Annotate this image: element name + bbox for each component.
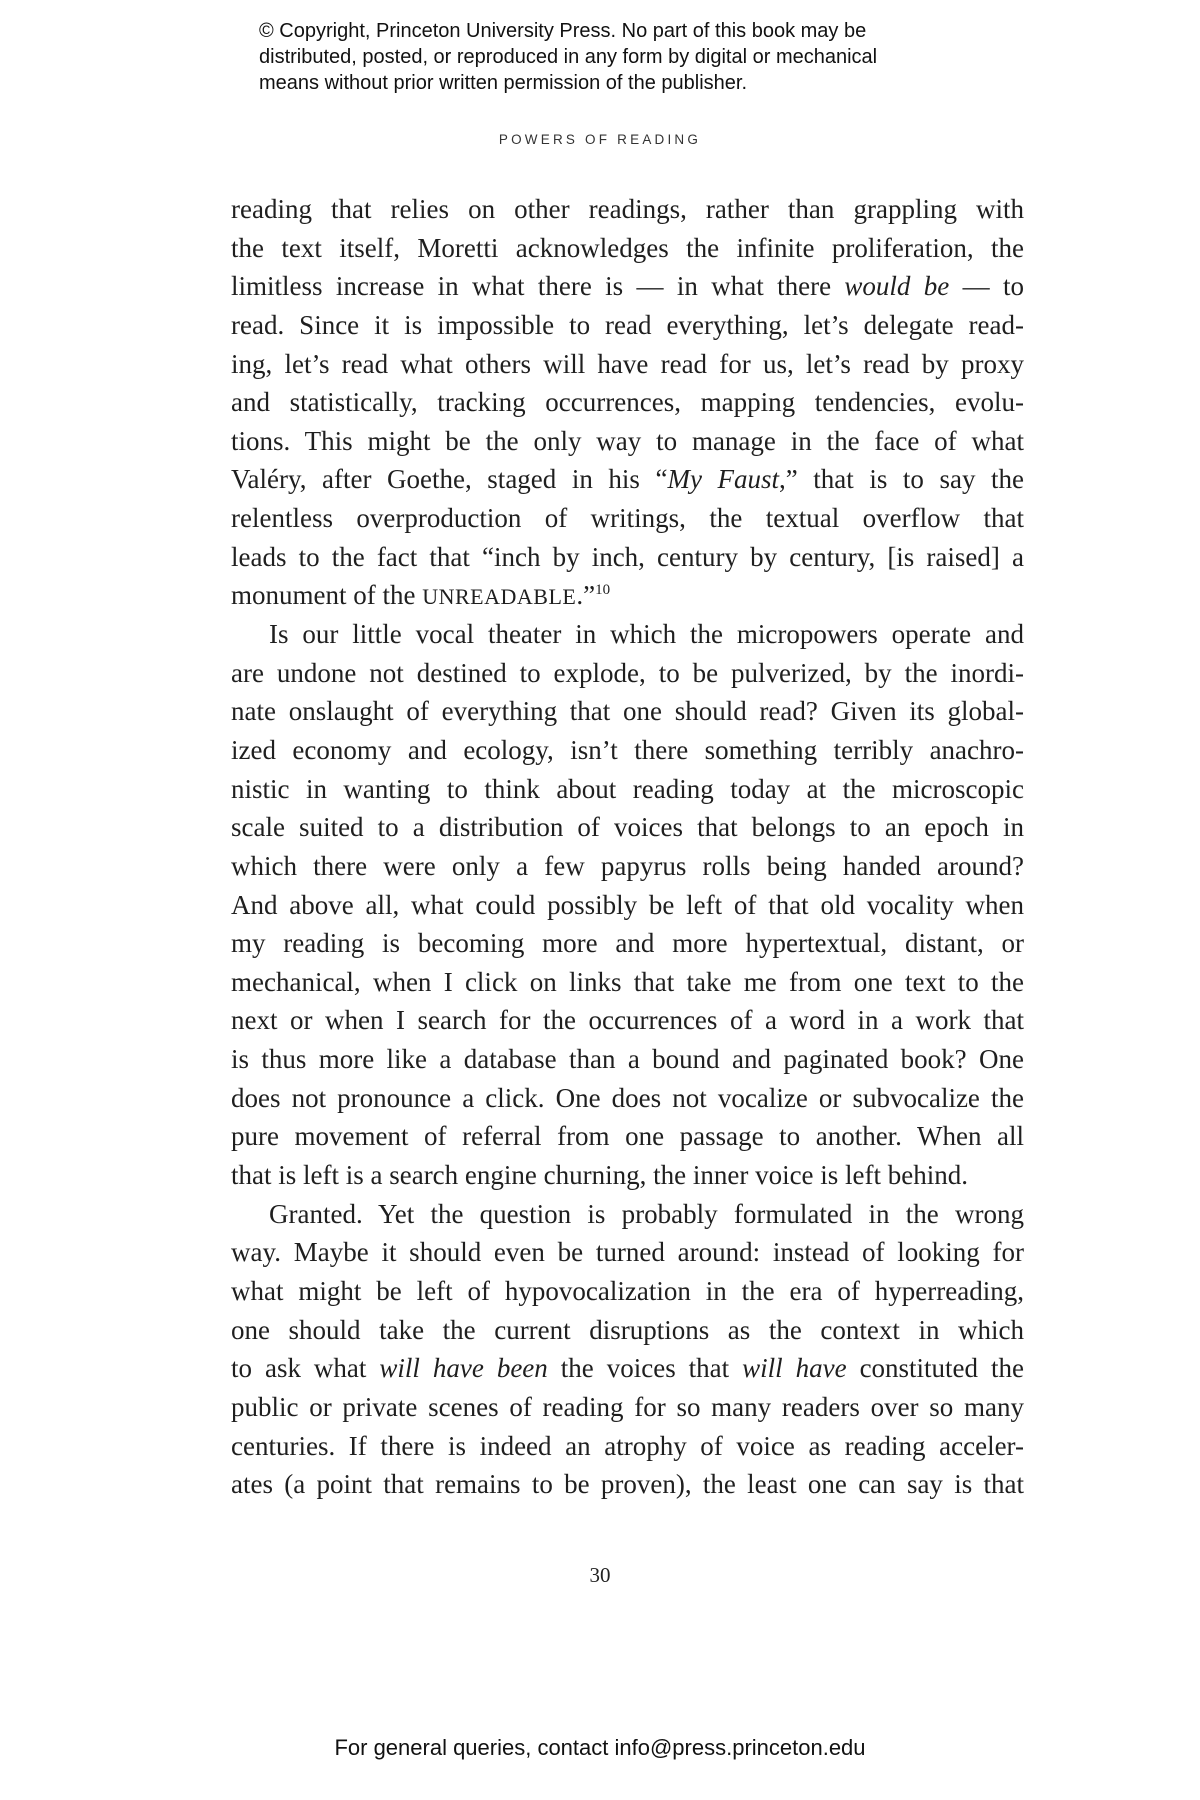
footnote-reference[interactable]: 10	[595, 582, 611, 599]
text-run: the voices that	[547, 1353, 743, 1384]
text-line: public or private scenes of reading for so many readers over so many	[231, 1391, 1024, 1422]
paragraph-1	[231, 190, 1024, 615]
text-line: reading that relies on other readings, rather than grappling with	[231, 194, 1024, 224]
text-line: the text itself, Moretti acknowledges the infinite proliferation, the	[231, 232, 1024, 263]
text-line	[231, 267, 1024, 306]
copyright-notice	[259, 18, 979, 96]
text-line: one should take the current disruptions as the context in which	[231, 1314, 1024, 1345]
text-run: ,” that is to say the	[779, 464, 1024, 495]
text-line: ing, let’s read what others will have read for us, let’s read by proxy	[231, 348, 1024, 379]
italic-text: My Faust	[667, 464, 779, 495]
text-line: relentless overproduction of writings, the textual overflow that	[231, 503, 1024, 534]
text-run: Valéry, after Goethe, staged in his “	[231, 464, 668, 495]
text-run: monument of the	[231, 580, 423, 611]
paragraph-2	[231, 615, 1024, 1195]
text-line	[231, 1349, 1024, 1388]
italic-text: would be	[844, 271, 950, 302]
page-number: 30	[589, 1563, 611, 1587]
text-line: which there were only a few papyrus rolls being handed around?	[231, 850, 1024, 881]
text-line: that is left is a search engine churning, the inner voice is left behind.	[231, 1160, 969, 1191]
text-line: mechanical, when I click on links that take me from one text to the	[231, 966, 1024, 997]
paragraph-3	[231, 1195, 1024, 1504]
text-run: to ask what	[231, 1353, 380, 1384]
text-line: Is our little vocal theater in which the micropowers operate and	[269, 619, 1024, 650]
text-line: Granted. Yet the question is probably formulated in the wrong	[269, 1198, 1024, 1229]
footer-contact: For general queries, contact info@press.princeton.edu	[334, 1735, 866, 1760]
text-run: constituted the	[846, 1353, 1025, 1384]
text-line: way. Maybe it should even be turned around: instead of looking for	[231, 1237, 1024, 1268]
italic-text: will have	[742, 1353, 847, 1384]
text-line: my reading is becoming more and more hypertextual, distant, or	[231, 928, 1024, 959]
text-run: .”	[576, 580, 596, 611]
text-line: does not pronounce a click. One does not vocalize or subvocalize the	[231, 1082, 1024, 1113]
text-line: tions. This might be the only way to manage in the face of what	[231, 425, 1024, 456]
text-run: — to	[949, 271, 1024, 302]
copyright-line: distributed, posted, or reproduced in any form by digital or mechanical	[259, 46, 878, 68]
text-line: centuries. If there is indeed an atrophy of voice as reading acceler-	[231, 1430, 1024, 1461]
italic-text: will have been	[379, 1353, 548, 1384]
small-caps-text: UNREADABLE	[422, 584, 577, 610]
text-line: scale suited to a distribution of voices that belongs to an epoch in	[231, 812, 1024, 843]
text-line: what might be left of hypovocalization in the era of hyperreading,	[231, 1275, 1024, 1306]
text-run: limitless increase in what there is — in what there	[231, 271, 845, 302]
text-line: pure movement of referral from one passage to another. When all	[231, 1121, 1024, 1152]
text-line: ized economy and ecology, isn’t there something terribly anachro-	[231, 734, 1024, 765]
text-line: and statistically, tracking occurrences, mapping tendencies, evolu-	[231, 387, 1024, 418]
copyright-line: © Copyright, Princeton University Press. No part of this book may be	[259, 20, 867, 42]
running-head: POWERS OF READING	[498, 132, 702, 147]
text-line: next or when I search for the occurrences of a word in a work that	[231, 1005, 1024, 1036]
body-text	[231, 190, 1024, 1504]
text-line	[231, 576, 1024, 615]
text-line: nate onslaught of everything that one should read? Given its global-	[231, 696, 1024, 727]
text-line: are undone not destined to explode, to be pulverized, by the inordi-	[231, 657, 1024, 688]
text-line: And above all, what could possibly be left of that old vocality when	[231, 889, 1024, 920]
text-line: ates (a point that remains to be proven), the least one can say is that	[231, 1469, 1024, 1500]
text-line: read. Since it is impossible to read everything, let’s delegate read-	[231, 309, 1024, 340]
text-line: nistic in wanting to think about reading today at the microscopic	[231, 773, 1024, 804]
copyright-line: means without prior written permission of the publisher.	[259, 72, 748, 94]
text-line	[231, 460, 1024, 499]
text-line: is thus more like a database than a bound and paginated book? One	[231, 1044, 1024, 1075]
text-line: leads to the fact that “inch by inch, century by century, [is raised] a	[231, 541, 1024, 572]
